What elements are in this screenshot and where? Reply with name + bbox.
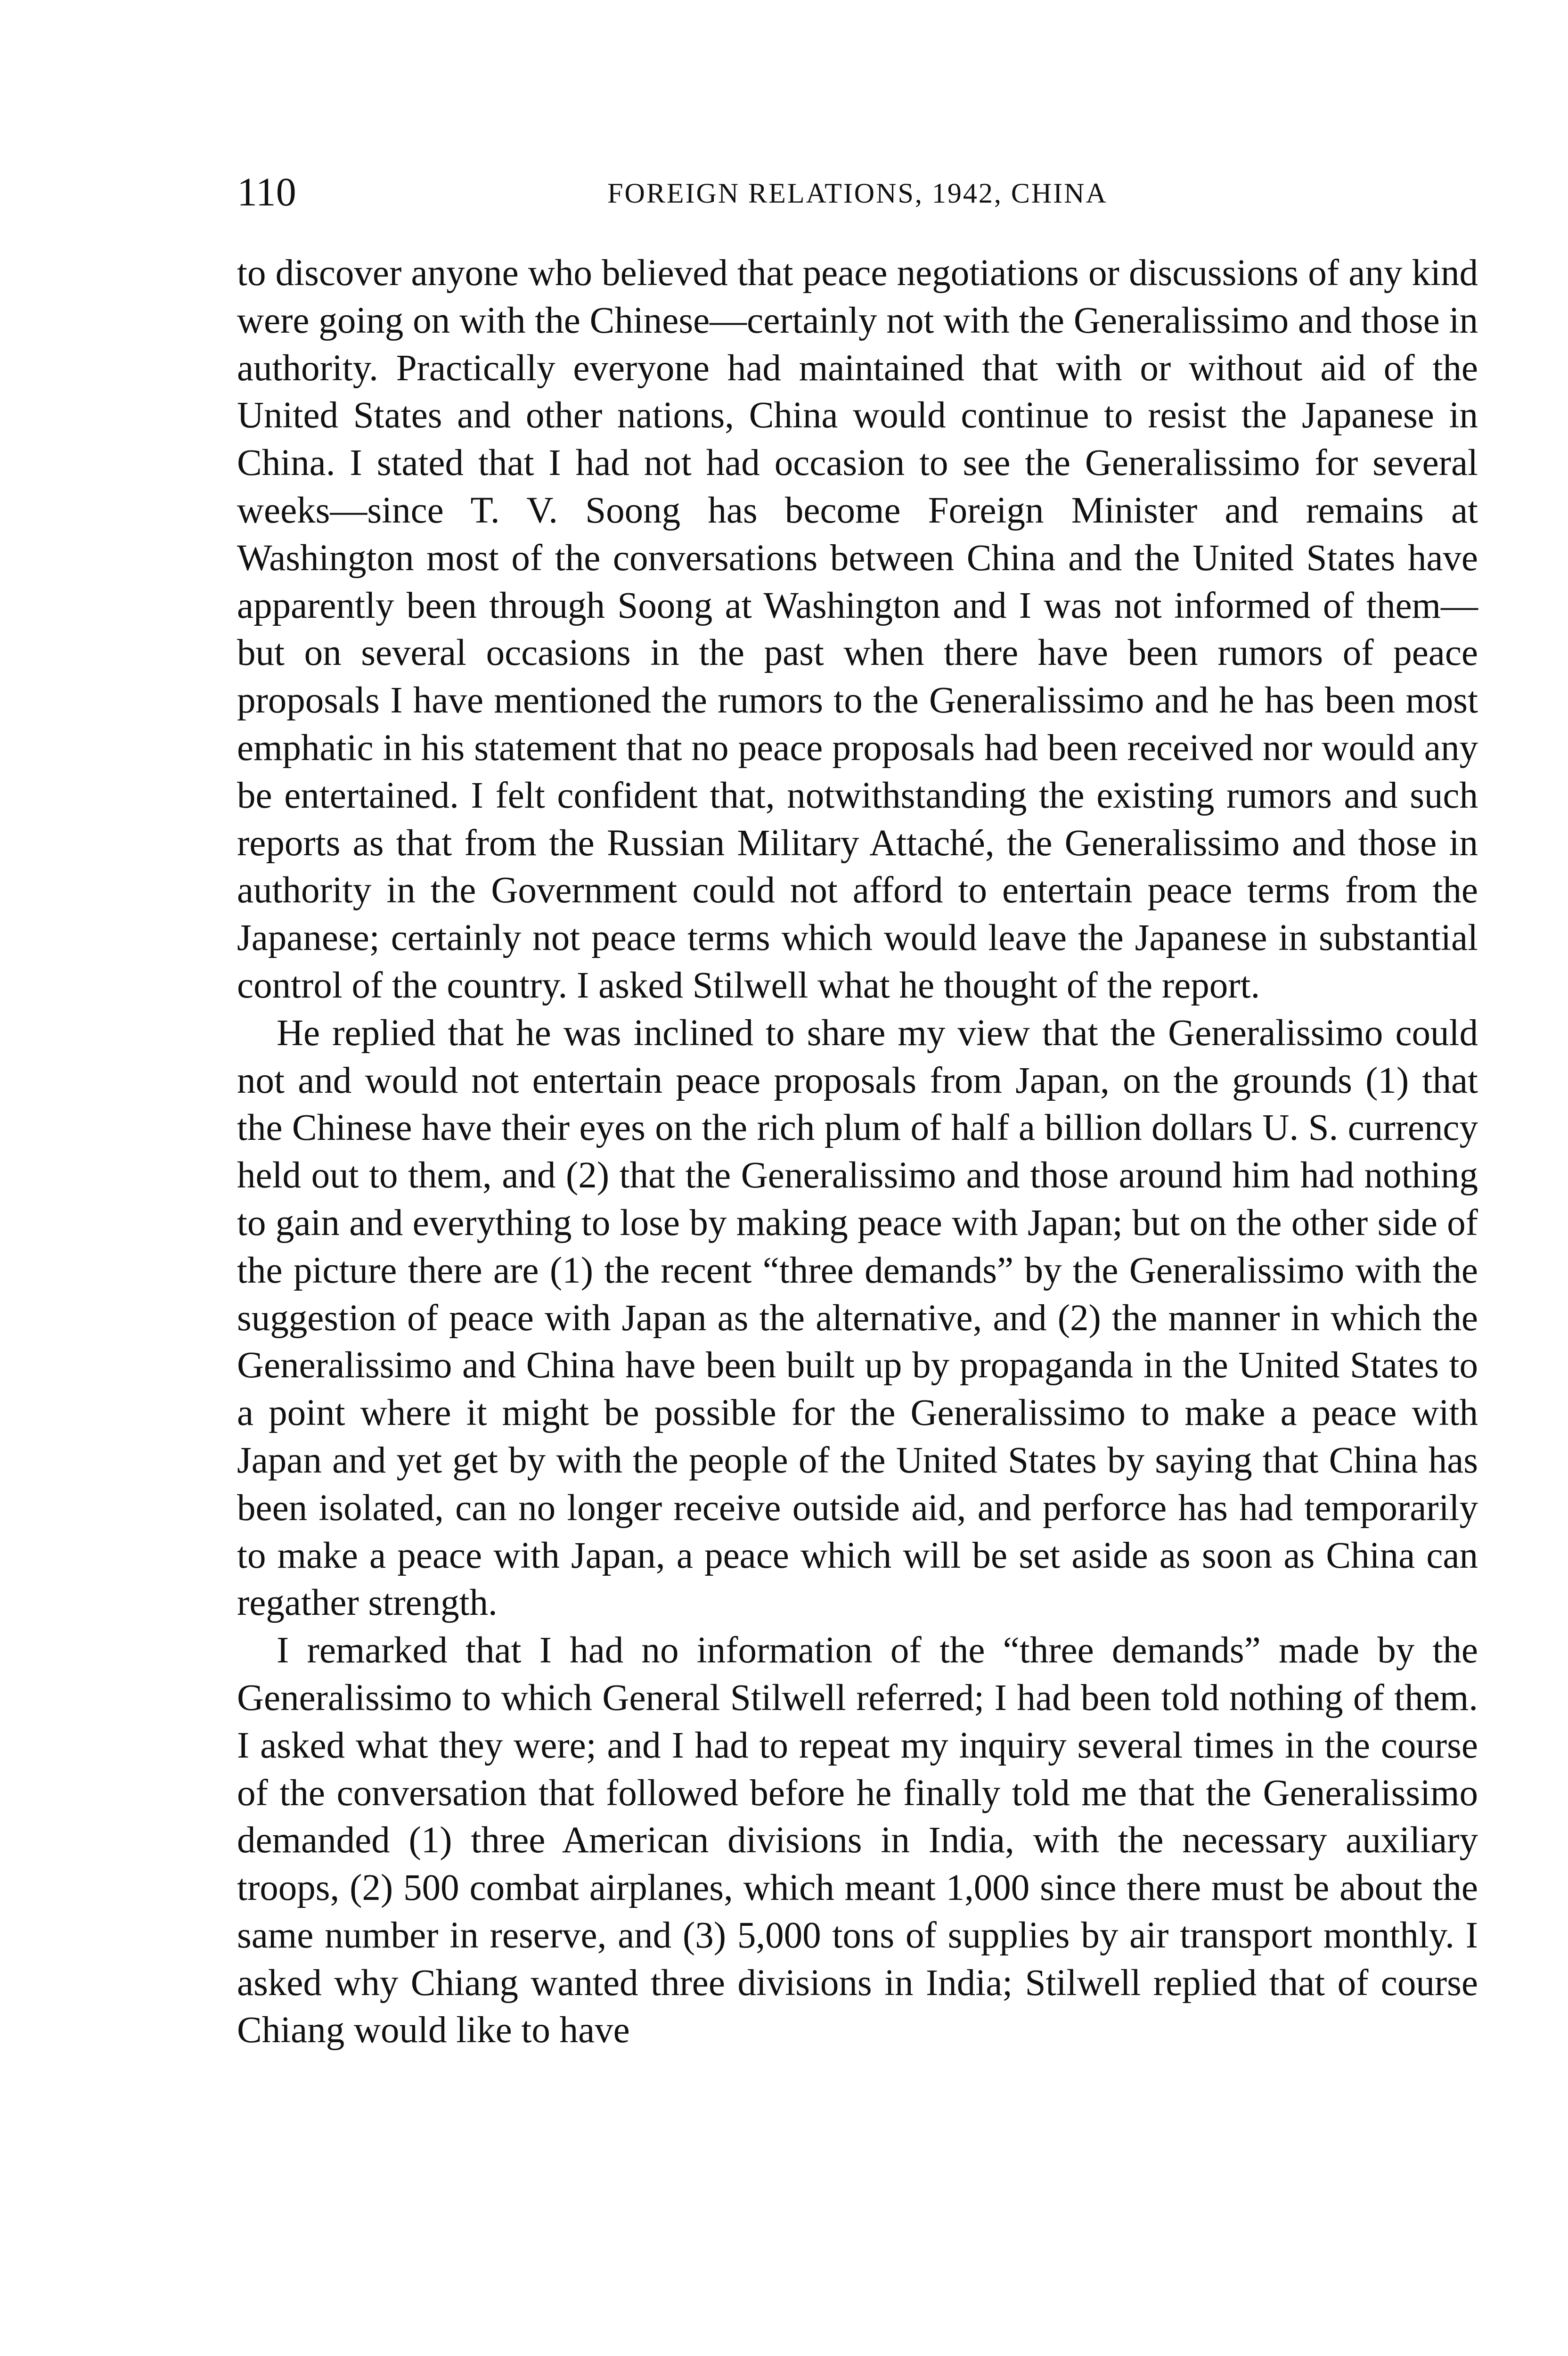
paragraph-three-demands: I remarked that I had no information of the “three demands” made by the Generalissimo to which General Stilwell referred; I had been told nothing of them. I asked what they were; and I had to repeat my inquiry several times in the course of the conversation that followed before he finally told me that the Generalissimo demanded (1) three American divisions in India, with the necessary auxiliary troops, (2) 500 combat airplanes, which meant 1,000 since there must be about the same number in reserve, and (3) 5,000 tons of supplies by air transport monthly. I asked why Chiang wanted three divisions in India; Stilwell replied that of course Chiang would like to have	[237, 1630, 1478, 2051]
body-text	[237, 250, 1478, 2054]
page-number: 110	[237, 169, 296, 214]
paragraph-continued: to discover anyone who believed that peace negotiations or discussions of any kind were going on with the Chinese—certainly not with the Generalissimo and those in authority. Practically everyone had maintained that with or without aid of the United States and other nations, China would continue to resist the Japanese in China. I stated that I had not had occasion to see the Generalissimo for several weeks—since T. V. Soong has become Foreign Minister and remains at Washington most of the conversations between China and the United States have apparently been through Soong at Washington and I was not informed of them—but on several occasions in the past when there have been rumors of peace proposals I have mentioned the rumors to the Generalissimo and he has been most emphatic in his statement that no peace proposals had been received nor would any be entertained. I felt confident that, notwithstanding the existing rumors and such reports as that from the Russian Military Attaché, the Generalissimo and those in authority in the Government could not afford to entertain peace terms from the Japanese; certainly not peace terms which would leave the Japanese in substantial control of the country. I asked Stilwell what he thought of the report.	[237, 253, 1478, 1006]
page-header	[237, 166, 1478, 218]
paragraph-stilwell-reply: He replied that he was inclined to share my view that the Generalissimo could not and would not entertain peace proposals from Japan, on the grounds (1) that the Chinese have their eyes on the rich plum of half a billion dollars U. S. currency held out to them, and (2) that the Generalissimo and those around him had nothing to gain and everything to lose by making peace with Japan; but on the other side of the picture there are (1) the recent “three demands” by the Generalissimo with the suggestion of peace with Japan as the alternative, and (2) the manner in which the Generalissimo and China have been built up by propaganda in the United States to a point where it might be possible for the Generalissimo to make a peace with Japan and yet get by with the people of the United States by saying that China has been isolated, can no longer receive outside aid, and perforce has had temporarily to make a peace with Japan, a peace which will be set aside as soon as China can regather strength.	[237, 1012, 1478, 1624]
running-head: FOREIGN RELATIONS, 1942, CHINA	[607, 178, 1108, 209]
